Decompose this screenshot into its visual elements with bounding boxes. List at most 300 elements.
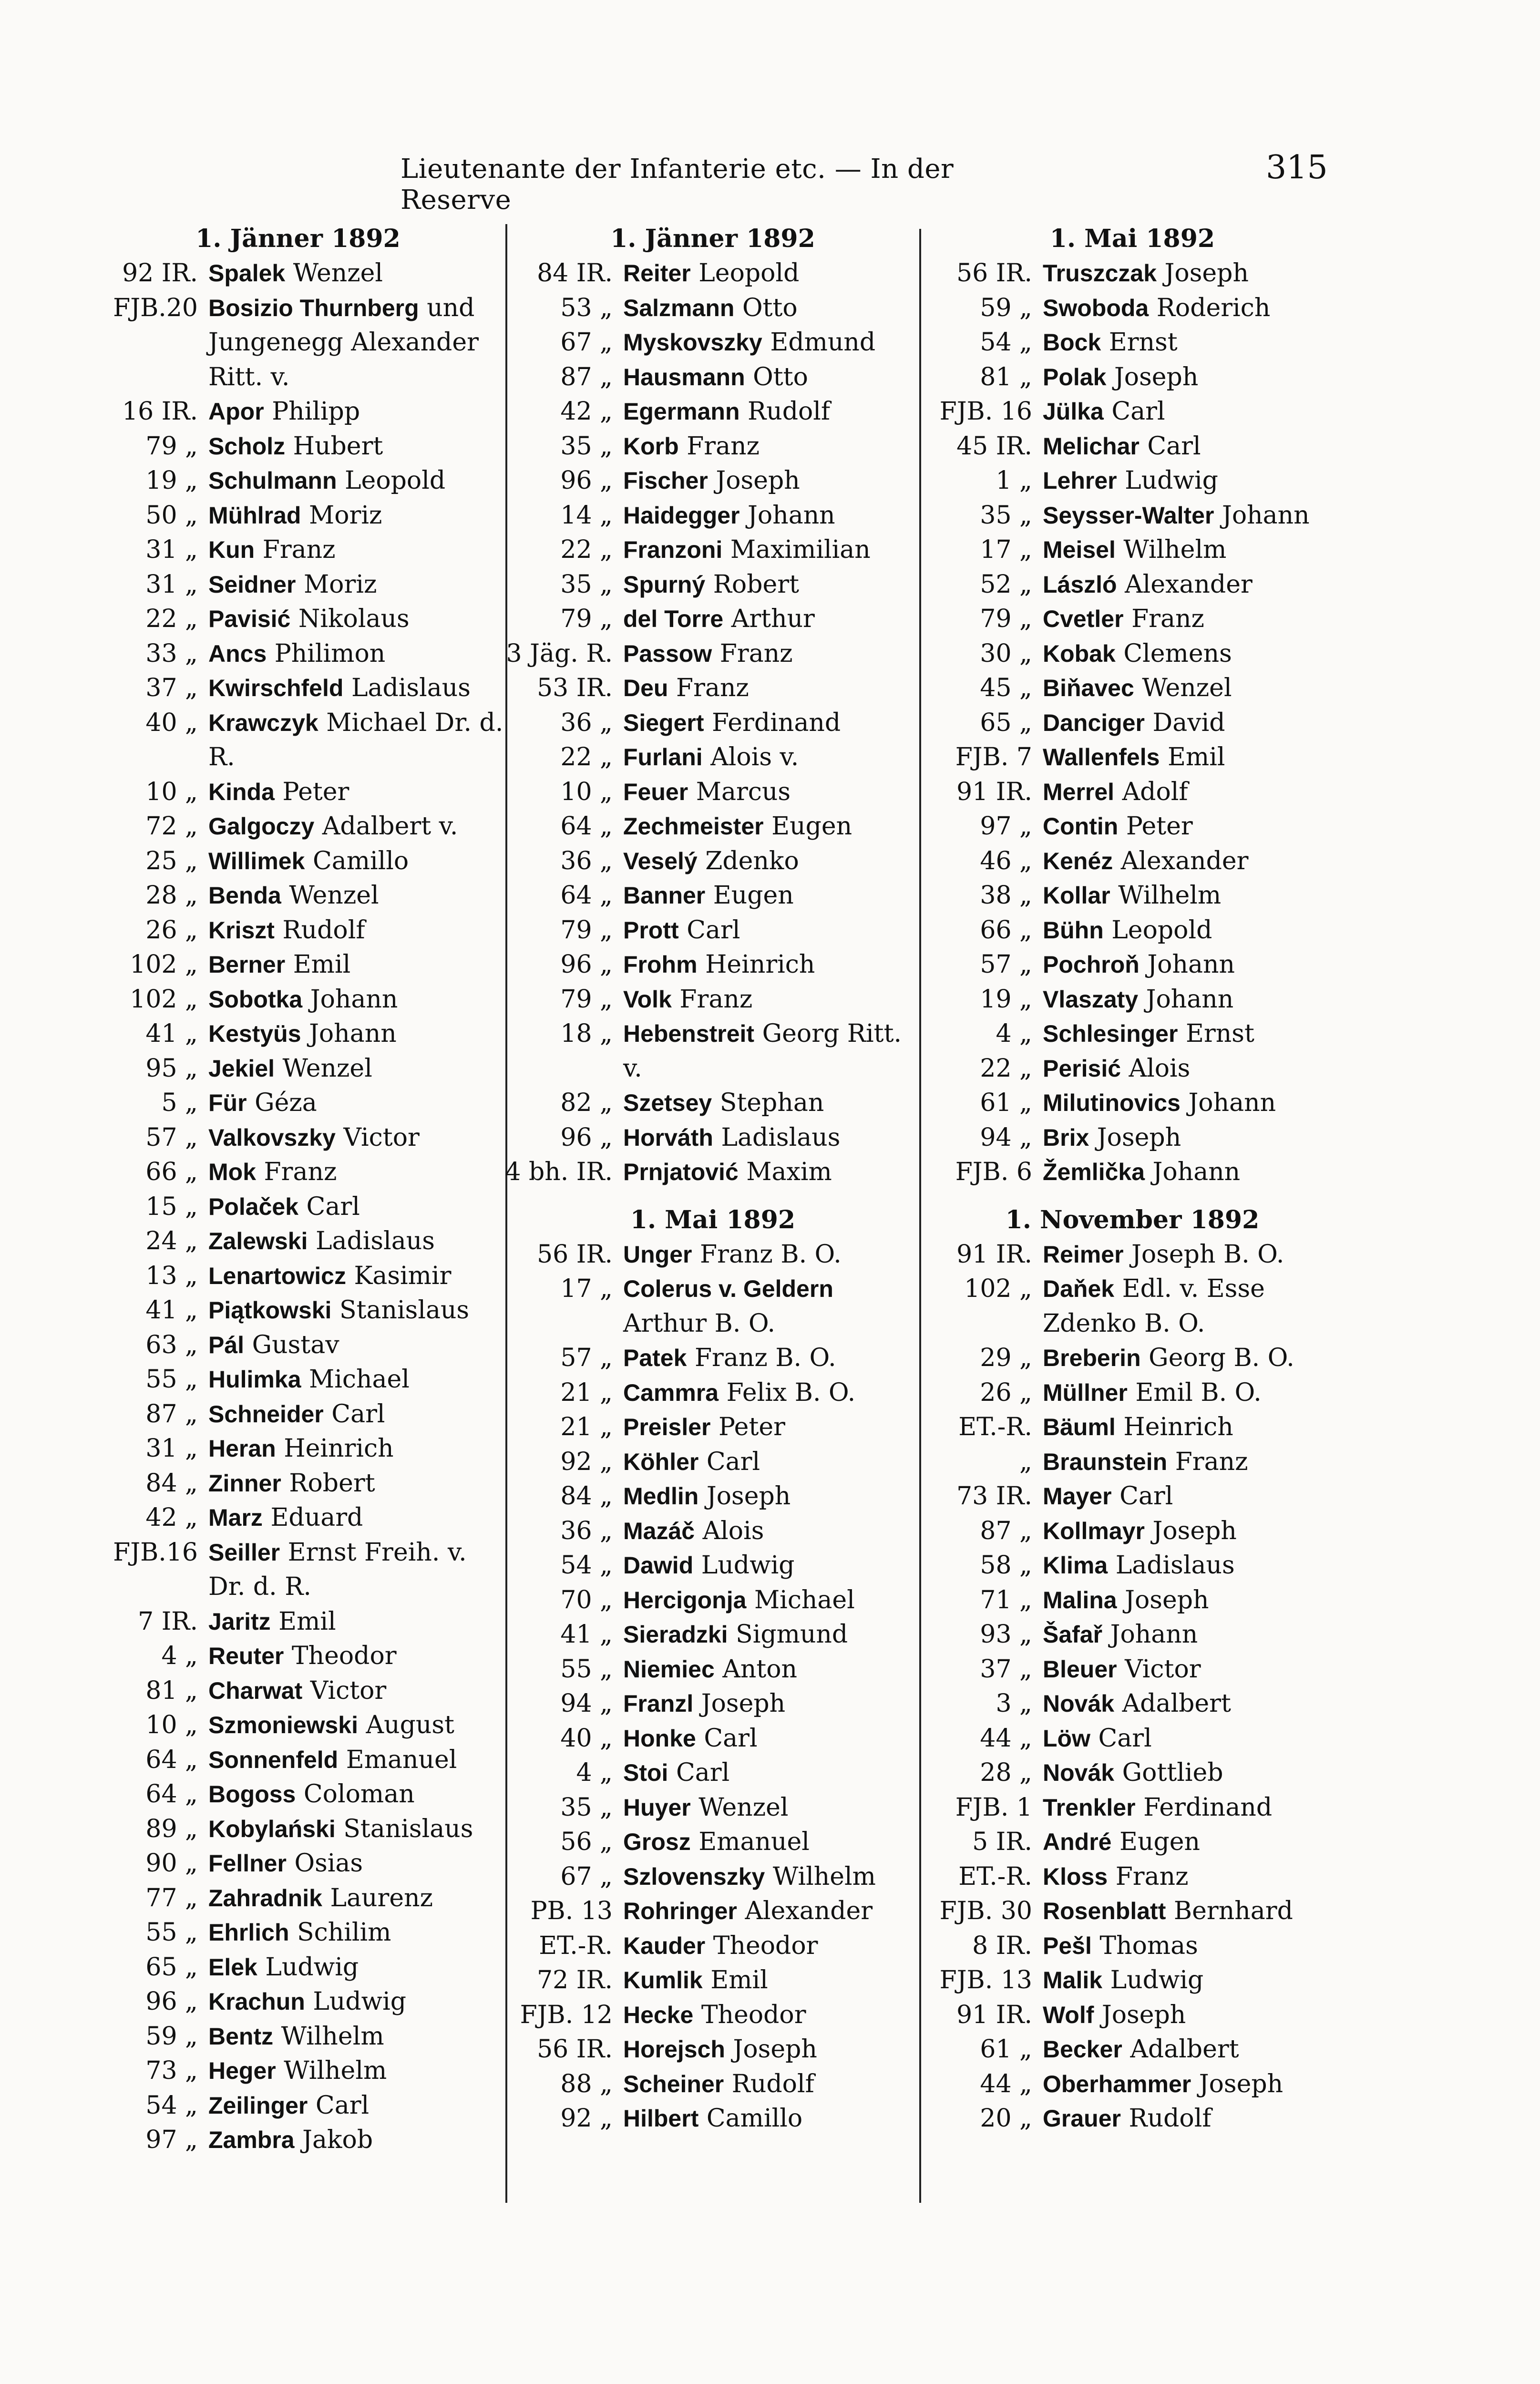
unit-number: 35 „ [560, 570, 613, 599]
entry-name [1043, 291, 1342, 326]
given-name: Joseph [701, 1689, 786, 1718]
given-name: Georg B. O. [1149, 1344, 1294, 1372]
surname: Jaritz [208, 1608, 271, 1635]
list-item [923, 1756, 1342, 1790]
entry-name [1043, 1017, 1342, 1051]
given-name: Zdenko [705, 846, 799, 875]
list-item [88, 602, 508, 637]
unit-number: 22 „ [145, 605, 198, 633]
unit-number: 55 „ [560, 1654, 613, 1684]
unit-number: 71 „ [980, 1585, 1032, 1614]
given-name: Camillo [706, 2104, 803, 2133]
surname: Salzmann [623, 294, 735, 321]
entry-name [208, 2123, 508, 2158]
given-name: Franz [264, 1158, 337, 1186]
surname: Huyer [623, 1794, 691, 1821]
given-name: Marcus [696, 777, 791, 806]
surname: Pešl [1043, 1932, 1092, 1959]
list-item [503, 360, 923, 395]
surname: Piątkowski [208, 1297, 332, 1324]
unit-number: 42 „ [560, 397, 613, 426]
given-name: David [1152, 708, 1225, 737]
unit-number: 90 „ [145, 1849, 198, 1878]
given-name: Alois [1129, 1054, 1191, 1083]
given-name: Ladislaus [1115, 1551, 1235, 1580]
entry-name [623, 1376, 923, 1410]
entry-name [208, 878, 508, 913]
given-name: Rudolf [731, 2069, 814, 2098]
list-item [88, 463, 508, 498]
surname: Zinner [208, 1469, 281, 1497]
entry-name [623, 844, 923, 879]
entry-name [1043, 878, 1342, 913]
list-item [923, 498, 1342, 533]
surname: Szmoniewski [208, 1712, 358, 1738]
unit-number: 88 „ [560, 2069, 613, 2098]
unit-number: 56 „ [560, 1828, 613, 1856]
list-item [923, 1479, 1342, 1514]
list-item [88, 1846, 508, 1881]
entry-name [1043, 982, 1342, 1017]
surname: Danciger [1043, 709, 1145, 736]
surname: Müllner [1043, 1379, 1128, 1406]
unit-number: 38 „ [980, 881, 1032, 910]
surname: Franzl [623, 1690, 694, 1717]
list-item [923, 1686, 1342, 1721]
entry-name [1043, 1341, 1342, 1376]
surname: Köhler [623, 1448, 699, 1475]
list-item [923, 394, 1342, 429]
surname: Sonnenfeld [208, 1746, 339, 1773]
unit-number: 40 „ [145, 708, 198, 737]
surname: Šafař [1043, 1621, 1103, 1648]
list-item [503, 1998, 923, 2033]
list-item [88, 1224, 508, 1259]
section-heading: 1. Mai 1892 [1049, 224, 1215, 253]
unit-number: 81 „ [980, 362, 1032, 391]
surname: Banner [623, 882, 706, 909]
unit-number: 17 „ [560, 1274, 613, 1303]
surname: Brix [1043, 1124, 1089, 1151]
unit-number: 45 „ [980, 674, 1032, 702]
given-name: Otto [742, 293, 798, 322]
list-item [88, 291, 508, 395]
surname: Prott [623, 916, 679, 944]
given-name: Joseph [1152, 1516, 1237, 1545]
given-name: Peter [282, 777, 349, 806]
surname: Rohringer [623, 1898, 737, 1924]
list-item [923, 1155, 1342, 1190]
surname: Truszczak [1043, 260, 1157, 287]
list-item [503, 533, 923, 567]
list-item [503, 1237, 923, 1272]
entry-name [1043, 1894, 1342, 1929]
list-item [88, 706, 508, 775]
list-item [923, 637, 1342, 671]
list-item [923, 2067, 1342, 2102]
list-item [88, 1293, 508, 1328]
given-name: Joseph [1101, 2000, 1186, 2029]
list-item [503, 1341, 923, 1376]
surname: Merrel [1043, 778, 1115, 805]
list-item [88, 1155, 508, 1190]
given-name: Carl [306, 1192, 360, 1221]
given-name: Robert [289, 1469, 375, 1498]
given-name: Eugen [1119, 1828, 1200, 1856]
given-name: Stanislaus [343, 1814, 473, 1843]
entry-name [623, 325, 923, 360]
surname: Niemiec [623, 1655, 715, 1683]
list-item [88, 947, 508, 982]
entry-name [623, 1790, 923, 1825]
surname: Pochroň [1043, 951, 1140, 978]
surname: Scheiner [623, 2070, 724, 2097]
list-item [923, 325, 1342, 360]
surname: Novák [1043, 1690, 1115, 1717]
list-item [923, 1583, 1342, 1618]
unit-number: 57 „ [145, 1123, 198, 1152]
list-item [923, 1376, 1342, 1410]
surname: Benda [208, 882, 281, 909]
list-item [88, 1812, 508, 1847]
entry-name [623, 360, 923, 395]
surname: Kinda [208, 778, 275, 805]
unit-number: FJB.16 [113, 1538, 198, 1567]
unit-number: 29 „ [980, 1344, 1032, 1372]
unit-number: 73 IR. [956, 1482, 1032, 1511]
unit-number: 84 IR. [537, 259, 613, 288]
list-item [923, 775, 1342, 810]
entry-name [1043, 360, 1342, 395]
entry-name [208, 498, 508, 533]
surname: Melichar [1043, 432, 1140, 460]
unit-number: 59 „ [145, 2022, 198, 2051]
list-item [503, 1963, 923, 1998]
surname: Spalek [208, 260, 286, 287]
unit-number: 59 „ [980, 293, 1032, 322]
entry-name [1043, 1998, 1342, 2033]
list-item [88, 1328, 508, 1363]
unit-number: 42 „ [145, 1503, 198, 1532]
list-item [923, 913, 1342, 948]
surname: Reiter [623, 260, 691, 287]
list-item [88, 1086, 508, 1120]
surname: Kobak [1043, 640, 1116, 667]
unit-number: 20 „ [980, 2104, 1032, 2133]
surname: Schulmann [208, 467, 337, 494]
unit-number: 25 „ [145, 846, 198, 875]
unit-number: 41 „ [145, 1296, 198, 1325]
entry-name [623, 982, 923, 1017]
list-item [503, 1860, 923, 1894]
surname: Bleuer [1043, 1655, 1117, 1683]
list-item [88, 1500, 508, 1535]
entry-name [1043, 1790, 1342, 1825]
given-name: Franz [719, 639, 793, 668]
entry-name [1043, 637, 1342, 671]
unit-number: 8 IR. [972, 1931, 1032, 1960]
list-item [88, 533, 508, 567]
unit-number: 102 „ [130, 950, 198, 979]
entry-name [623, 1548, 923, 1583]
given-name: Sigmund [736, 1620, 848, 1649]
list-item [503, 1756, 923, 1790]
given-name: Alois [702, 1516, 764, 1545]
unit-number: 92 „ [560, 2104, 613, 2133]
list-item [88, 2019, 508, 2054]
given-name: Carl [315, 2091, 370, 2120]
unit-number: 26 „ [980, 1378, 1032, 1407]
given-name: Carl [704, 1724, 758, 1753]
list-item [923, 878, 1342, 913]
entry-name [208, 1604, 508, 1639]
list-item [88, 844, 508, 879]
given-name: Rudolf [282, 915, 365, 945]
list-item [88, 1604, 508, 1639]
list-item [88, 1051, 508, 1086]
list-item [88, 2123, 508, 2158]
unit-number: 56 IR. [956, 259, 1032, 288]
given-name: Michael Dr. d. R. [208, 708, 503, 771]
entry-name [1043, 2032, 1342, 2067]
list-item [923, 2032, 1342, 2067]
unit-number: 72 IR. [537, 1966, 613, 1994]
list-item [923, 1963, 1342, 1998]
surname: Bock [1043, 329, 1101, 356]
unit-number: 97 „ [145, 2126, 198, 2154]
list-item [923, 429, 1342, 464]
given-name: Johann [748, 501, 835, 530]
list-item [503, 1120, 923, 1155]
unit-number: 61 „ [980, 2035, 1032, 2064]
unit-number: 31 „ [145, 535, 198, 564]
surname: Schneider [208, 1400, 324, 1428]
unit-number: 24 „ [145, 1227, 198, 1255]
surname: Zahradnik [208, 1884, 322, 1911]
surname: Bentz [208, 2023, 274, 2050]
list-item [923, 1017, 1342, 1051]
surname: Krachun [208, 1988, 305, 2015]
list-item [88, 1431, 508, 1466]
entry-name [623, 740, 923, 775]
list-item [88, 1915, 508, 1950]
entry-name [623, 1120, 923, 1155]
surname: Scholz [208, 432, 286, 460]
unit-number: 66 „ [145, 1158, 198, 1186]
unit-number: 64 „ [145, 1780, 198, 1809]
surname: Kloss [1043, 1863, 1108, 1890]
unit-number: 44 „ [980, 2069, 1032, 2098]
surname: Zalewski [208, 1228, 308, 1254]
surname: del Torre [623, 606, 724, 632]
surname: Mok [208, 1159, 256, 1185]
unit-number: 55 „ [145, 1365, 198, 1394]
unit-number: 70 „ [560, 1585, 613, 1614]
entry-name [208, 1155, 508, 1190]
entry-name [1043, 1617, 1342, 1652]
entry-name [1043, 1652, 1342, 1687]
given-name: Ludwig [701, 1551, 795, 1580]
entry-name [208, 982, 508, 1017]
list-item [88, 1984, 508, 2019]
unit-number: 96 „ [560, 1123, 613, 1152]
given-name: Emil [278, 1607, 336, 1636]
surname: Breberin [1043, 1345, 1141, 1371]
surname: Bogoss [208, 1781, 296, 1808]
surname: Bosizio Thurnberg [208, 294, 419, 321]
surname: Prnjatović [623, 1159, 739, 1185]
given-name: Carl [687, 915, 740, 945]
entry-name [208, 671, 508, 706]
list-item [923, 1514, 1342, 1549]
list-item [503, 1652, 923, 1687]
surname: Hulimka [208, 1366, 301, 1393]
list-item [503, 1548, 923, 1583]
entry-name [623, 1017, 923, 1086]
entry-name [208, 1674, 508, 1708]
entry-name [208, 1915, 508, 1950]
entry-name [1043, 947, 1342, 982]
list-item [923, 809, 1342, 844]
surname: Vlaszaty [1043, 986, 1139, 1013]
list-item [503, 394, 923, 429]
entry-name [208, 1881, 508, 1916]
given-name: Johann [1146, 985, 1234, 1014]
unit-number: FJB. 16 [939, 397, 1032, 426]
entry-name [623, 1155, 923, 1190]
unit-number: 10 „ [560, 777, 613, 806]
surname: Žemlička [1043, 1159, 1145, 1185]
list-item [923, 844, 1342, 879]
list-item [88, 1639, 508, 1674]
entry-name [623, 809, 923, 844]
entry-name [623, 1894, 923, 1929]
unit-number: 33 „ [145, 639, 198, 668]
unit-number: 92 „ [560, 1447, 613, 1476]
given-name: Johann [1147, 950, 1235, 979]
given-name: Ludwig [265, 1952, 359, 1982]
list-item [503, 1894, 923, 1929]
list-item [923, 1998, 1342, 2033]
unit-number: 57 „ [980, 950, 1032, 979]
given-name: Felix B. O. [726, 1378, 856, 1407]
given-name: Franz [676, 674, 749, 702]
entry-name [1043, 1721, 1342, 1756]
unit-number: 3 Jäg. R. [506, 639, 613, 668]
entry-name [208, 1224, 508, 1259]
entry-name [1043, 1548, 1342, 1583]
unit-number: FJB. 7 [955, 743, 1032, 771]
unit-number: 57 „ [560, 1344, 613, 1372]
list-item [503, 947, 923, 982]
list-item [503, 1790, 923, 1825]
list-item [88, 1881, 508, 1916]
list-item [88, 1674, 508, 1708]
entry-name [623, 1686, 923, 1721]
entry-name [1043, 1155, 1342, 1190]
list-item [923, 256, 1342, 291]
list-item [88, 1190, 508, 1224]
surname: Krawczyk [208, 709, 318, 736]
entry-name [623, 1756, 923, 1790]
given-name: Theodor [713, 1931, 818, 1960]
entry-name [208, 809, 508, 844]
entry-name [623, 1617, 923, 1652]
entry-name [208, 1086, 508, 1120]
list-item [923, 1051, 1342, 1086]
unit-number: 81 „ [145, 1676, 198, 1705]
given-name: Emil B. O. [1135, 1378, 1262, 1407]
surname: André [1043, 1829, 1112, 1855]
given-name: Franz [679, 985, 753, 1014]
surname: Fischer [623, 467, 708, 494]
list-item [503, 1017, 923, 1086]
given-name: Eugen [713, 881, 794, 910]
unit-number: FJB. 12 [520, 2000, 613, 2029]
given-name: Joseph [1125, 1585, 1209, 1614]
surname: Kobylański [208, 1815, 336, 1842]
unit-number: 52 „ [980, 570, 1032, 599]
unit-number: 30 „ [980, 639, 1032, 668]
unit-number: 21 „ [560, 1413, 613, 1441]
given-name: Camillo [312, 846, 409, 875]
unit-number: 36 „ [560, 708, 613, 737]
column-2 [503, 222, 923, 2136]
entry-name [208, 1812, 508, 1847]
unit-number: 14 „ [560, 501, 613, 530]
unit-number: 26 „ [145, 915, 198, 945]
given-name: Coloman [303, 1780, 415, 1809]
surname: Contin [1043, 813, 1119, 840]
given-name: Johann [1188, 1089, 1276, 1117]
surname: Medlin [623, 1483, 699, 1510]
given-name: Johann [310, 985, 398, 1014]
entry-name [208, 429, 508, 464]
given-name: Emil [710, 1966, 768, 1994]
entry-name [208, 1017, 508, 1051]
entry-name [1043, 2101, 1342, 2136]
list-item [88, 394, 508, 429]
entry-name [623, 602, 923, 637]
surname: Zeilinger [208, 2092, 308, 2119]
entry-name [208, 394, 508, 429]
list-item [923, 360, 1342, 395]
unit-number: 91 IR. [956, 2000, 1032, 2029]
entry-name [208, 602, 508, 637]
entry-name [208, 947, 508, 982]
given-name: August [366, 1711, 454, 1739]
surname: Malina [1043, 1586, 1117, 1613]
entry-name [208, 1259, 508, 1294]
entry-name [623, 1445, 923, 1480]
list-item [503, 913, 923, 948]
surname: Ehrlich [208, 1919, 289, 1946]
given-name: Adalbert [1130, 2035, 1239, 2064]
surname: Grauer [1043, 2105, 1121, 2132]
entry-name [208, 291, 508, 395]
unit-number: 56 IR. [537, 1240, 613, 1269]
entry-name [623, 394, 923, 429]
entry-name [623, 1963, 923, 1998]
surname: Willimek [208, 847, 305, 874]
list-item [923, 1894, 1342, 1929]
given-name: Leopold [698, 259, 800, 288]
surname: Kriszt [208, 916, 275, 944]
entry-name [1043, 1120, 1342, 1155]
entry-name [1043, 1445, 1342, 1480]
entry-name [208, 533, 508, 567]
surname: Patek [623, 1345, 687, 1371]
